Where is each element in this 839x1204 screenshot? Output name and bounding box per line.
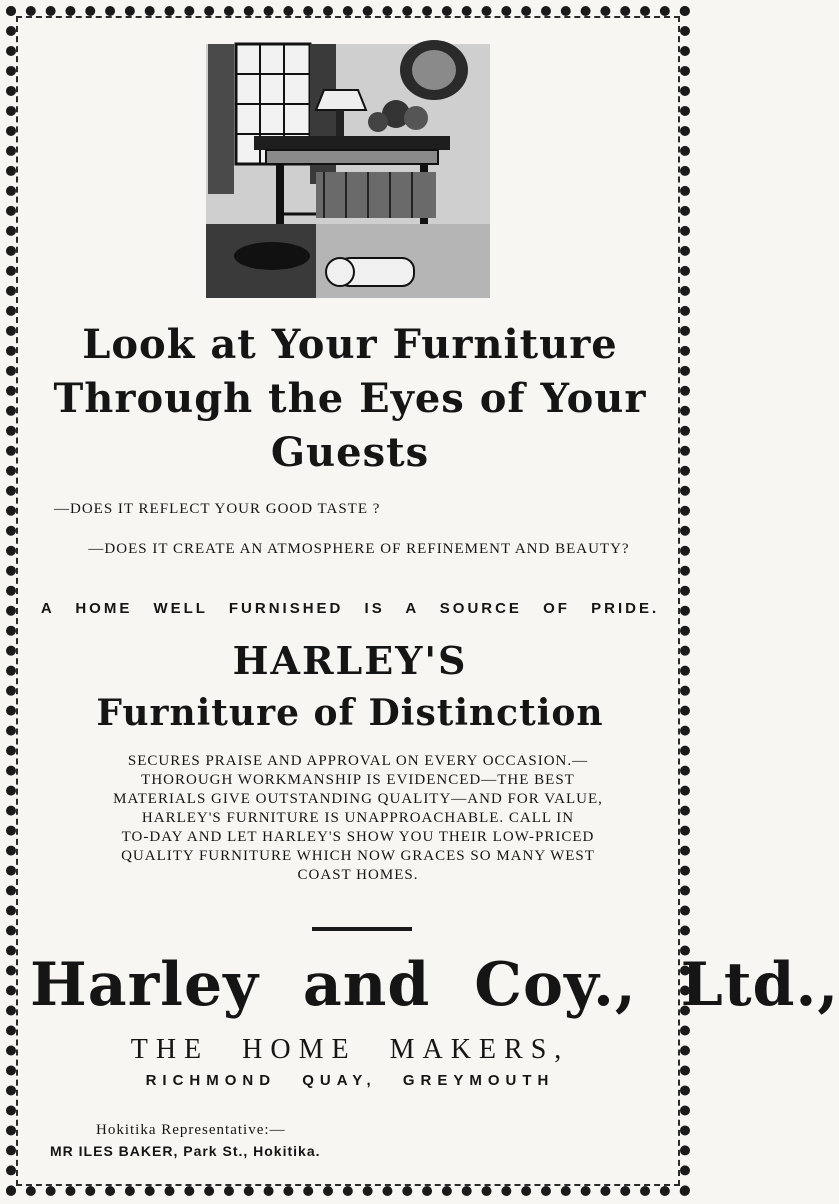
- body-line: MATERIALS GIVE OUTSTANDING QUALITY—AND FOR VALUE,: [113, 791, 603, 807]
- company-address: RICHMOND QUAY, GREYMOUTH: [145, 1072, 555, 1089]
- question-atmosphere: —DOES IT CREATE AN ATMOSPHERE OF REFINEMENT AND BEAUTY?: [88, 541, 630, 557]
- brand-subtitle: Furniture of Distinction: [96, 692, 604, 734]
- headline: [40, 318, 660, 480]
- furniture-illustration: [206, 44, 490, 298]
- brand-name: HARLEY'S: [232, 638, 468, 683]
- question-good-taste: —DOES IT REFLECT YOUR GOOD TASTE ?: [54, 501, 381, 517]
- body-copy: [56, 752, 660, 885]
- representative-label: Hokitika Representative:—: [96, 1122, 286, 1138]
- pride-line: A HOME WELL FURNISHED IS A SOURCE OF PRIDE.: [40, 600, 660, 617]
- headline-line-1: Look at Your Furniture: [82, 321, 618, 368]
- body-line: THOROUGH WORKMANSHIP IS EVIDENCED—THE BEST: [141, 772, 575, 788]
- company-name: Harley and Coy., Ltd.,: [30, 950, 839, 1020]
- company-tagline: THE HOME MAKERS,: [130, 1034, 570, 1065]
- representative-name: MR ILES BAKER, Park St., Hokitika.: [50, 1143, 321, 1159]
- headline-line-3: Guests: [270, 429, 430, 476]
- body-line: HARLEY'S FURNITURE IS UNAPPROACHABLE. CALL IN: [141, 810, 575, 826]
- divider-rule: [312, 927, 412, 931]
- headline-line-2: Through the Eyes of Your: [53, 375, 647, 422]
- body-line: TO-DAY AND LET HARLEY'S SHOW YOU THEIR LOW-PRICED: [121, 829, 595, 845]
- body-line: QUALITY FURNITURE WHICH NOW GRACES SO MANY WEST: [121, 848, 595, 864]
- body-line: SECURES PRAISE AND APPROVAL ON EVERY OCCASION.—: [127, 753, 589, 769]
- body-line: COAST HOMES.: [297, 867, 419, 883]
